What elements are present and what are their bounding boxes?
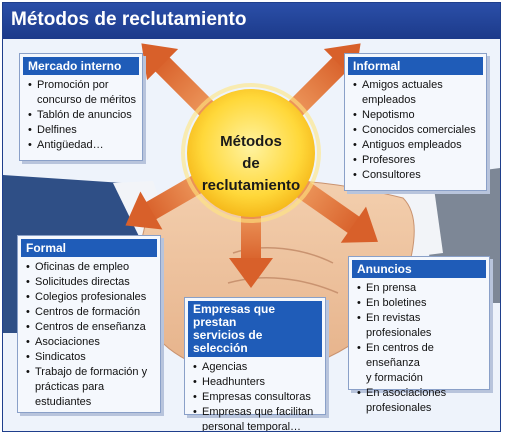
list-item: • Promoción por <box>28 78 137 93</box>
box-mercado-interno <box>19 53 143 161</box>
box-formal <box>17 235 161 413</box>
list-item: • En prensa <box>357 281 484 296</box>
diagram-frame <box>2 2 501 432</box>
list-item-continuation: estudiantes <box>35 396 92 408</box>
list-item: • Empresas consultoras <box>193 390 320 405</box>
box-header-empresas <box>188 301 322 357</box>
list-mercado-interno <box>20 78 142 153</box>
list-item: • Conocidos comerciales <box>353 123 481 138</box>
box-header-mercado-interno: Mercado interno <box>23 57 139 75</box>
diagram-title: Métodos de reclutamiento <box>11 9 247 30</box>
box-informal <box>344 53 487 191</box>
list-item: • Colegios profesionales <box>26 290 155 305</box>
list-item: concurso de méritos <box>37 94 137 106</box>
center-label-line2: de <box>242 155 260 172</box>
box-empresas-seleccion <box>184 297 326 432</box>
list-item: • Agencias <box>193 360 320 375</box>
box-anuncios <box>348 256 490 414</box>
list-item: • En centros de enseñanza <box>357 341 484 371</box>
center-label <box>189 131 313 197</box>
list-item: • Trabajo de formación y <box>26 365 155 380</box>
list-anuncios <box>349 281 489 416</box>
list-item: • Solicitudes directas <box>26 275 155 290</box>
list-item-continuation: prácticas para <box>35 381 105 393</box>
box-header-empresas-line1: Empresas que prestan <box>193 302 276 329</box>
list-item: • Asociaciones <box>26 335 155 350</box>
list-item: • En boletines <box>357 296 484 311</box>
list-item: • En revistas profesionales <box>357 311 484 341</box>
list-empresas <box>185 360 325 432</box>
list-item: • Headhunters <box>193 375 320 390</box>
list-item-continuation: personal temporal… <box>202 421 302 432</box>
list-item: • Tablón de anuncios <box>28 108 137 123</box>
list-item-continuation: y formación <box>366 372 423 384</box>
list-item: • Consultores <box>353 168 481 183</box>
list-item: • Centros de enseñanza <box>26 320 155 335</box>
box-header-empresas-line2: servicios de selección <box>193 328 263 355</box>
list-item: • Sindicatos <box>26 350 155 365</box>
list-item: • Amigos actuales <box>353 78 481 93</box>
list-formal <box>18 260 160 410</box>
list-item: empleados <box>362 94 416 106</box>
list-item: • Antigüedad… <box>28 138 137 153</box>
center-label-line3: reclutamiento <box>201 177 301 194</box>
list-item: • Profesores <box>353 153 481 168</box>
box-header-formal: Formal <box>21 239 157 257</box>
box-header-informal: Informal <box>348 57 483 75</box>
box-header-anuncios: Anuncios <box>352 260 486 278</box>
list-item: • Empresas que facilitan <box>193 405 320 420</box>
list-item: • En asociaciones <box>357 386 484 401</box>
list-item-continuation: profesionales <box>366 402 432 414</box>
center-label-line1: Métodos <box>220 133 282 150</box>
title-bar <box>3 3 500 39</box>
list-item: • Delfines <box>28 123 137 138</box>
list-item: • Antiguos empleados <box>353 138 481 153</box>
list-item: • Centros de formación <box>26 305 155 320</box>
list-item: • Oficinas de empleo <box>26 260 155 275</box>
list-informal <box>345 78 486 183</box>
list-item: • Nepotismo <box>353 108 481 123</box>
